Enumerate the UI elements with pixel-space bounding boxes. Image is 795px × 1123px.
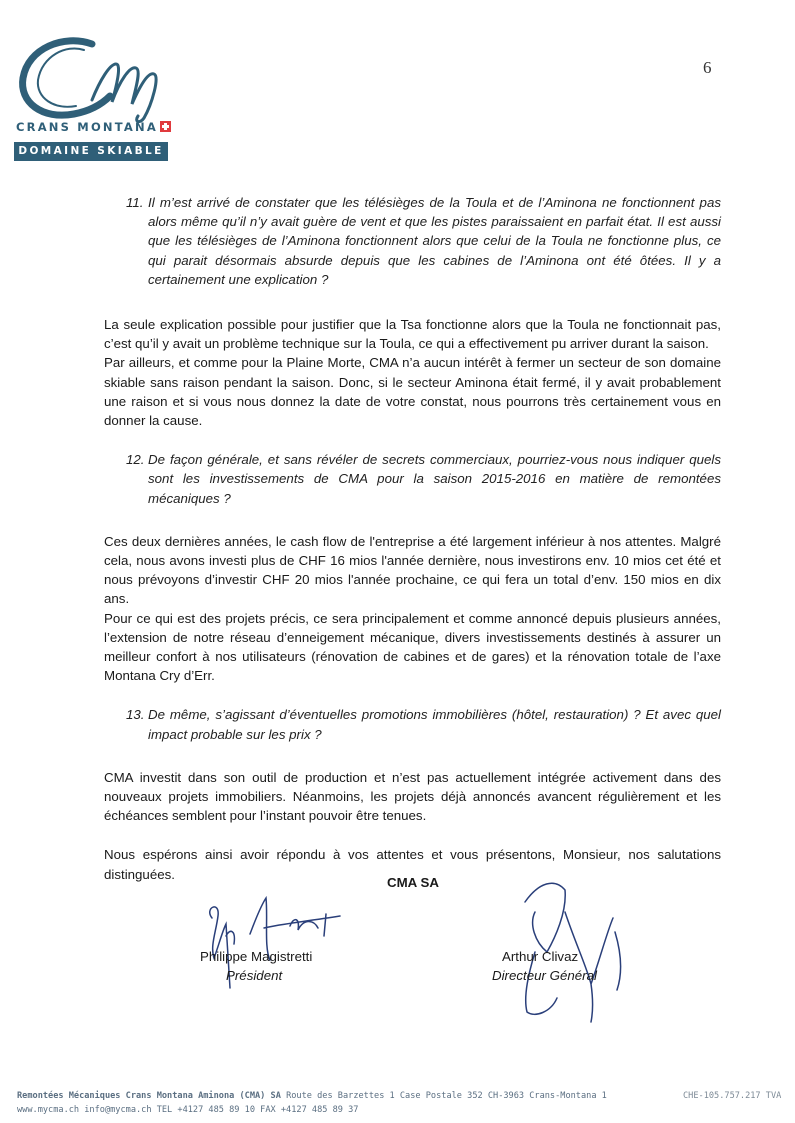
question-number: 13.	[126, 707, 145, 723]
answer-12-paragraph-2: Pour ce qui est des projets précis, ce sera principalement et comme annoncé depuis plusieurs années, l’extension de notre réseau d’enneigement mécanique, divers investissements destinés à assurer un meilleur confort à nos utilisateurs (rénovation de cabines et de gares) et la rénovation totale de l’axe Montana Cry d’Err.	[104, 610, 721, 684]
brand-name-text: CRANS MONTANA	[16, 120, 158, 134]
signatory-right-name: Arthur Clivaz	[502, 949, 579, 964]
footer-address-line	[17, 1091, 607, 1101]
signature-company: CMA SA	[387, 875, 439, 890]
question-text: De même, s’agissant d’éventuelles promotions immobilières (hôtel, restauration) ? Et avec quel impact probable sur les prix ?	[148, 707, 721, 742]
brand-name	[16, 120, 171, 134]
answer-11-paragraph-1: La seule explication possible pour justifier que la Tsa fonctionne alors que la Toula ne fonctionnait pas, c’est qu’il y avait un problème technique sur la Toula, ce qui a effectivement pu arriver durant la saison.	[104, 317, 721, 352]
closing-paragraph: Nous espérons ainsi avoir répondu à vos attentes et vous présentons, Monsieur, nos salutations distinguées.	[104, 847, 721, 882]
question-text: Il m’est arrivé de constater que les télésièges de la Toula et de l’Aminona ne fonctionnent pas alors même qu’il n’y avait guère de vent et que les pistes paraissaient en parfait état. Il est aussi que les télésièges de l’Aminona fonctionnent alors que celui de la Toula ne fonctionne plus, ce qui parait désormais absurde depuis que les cabines de l’Aminona ont été ôtées. Il y a certainement une explication ?	[148, 195, 721, 287]
page-number: 6	[703, 58, 712, 77]
footer-vat-number: CHE-105.757.217 TVA	[683, 1091, 782, 1101]
footer-address: Route des Barzettes 1 Case Postale 352 CH-3963 Crans-Montana 1	[286, 1091, 607, 1101]
answer-13: CMA investit dans son outil de production et n’est pas actuellement intégrée activement dans des nouveaux projets immobiliers. Néanmoins, les projets déjà annoncés avancent régulièrement et les échéances semblent pour l’instant pouvoir être tenues.	[104, 769, 721, 824]
answer-11-paragraph-2: Par ailleurs, et comme pour la Plaine Morte, CMA n’a aucun intérêt à fermer un secteur de son domaine skiable sans raison pendant la saison. Donc, si le secteur Aminona était fermé, il y avait probablement une raison et si vous nous donnez la date de votre constat, nous pourrons très certainement vous en donner la cause.	[104, 355, 721, 429]
signatory-left-title: Président	[226, 968, 283, 983]
question-text: De façon générale, et sans révéler de secrets commerciaux, pourriez-vous nous indiquer quels sont les investissements de CMA pour la saison 2015-2016 en matière de remontées mécaniques ?	[148, 452, 721, 506]
cm-monogram-icon	[14, 30, 174, 125]
footer-company: Remontées Mécaniques Crans Montana Aminona (CMA) SA	[17, 1091, 281, 1101]
letter-body	[104, 193, 721, 884]
footer-contact: www.mycma.ch info@mycma.ch TEL +4127 485 89 10 FAX +4127 485 89 37	[17, 1105, 359, 1115]
question-12	[104, 450, 721, 508]
signatory-left-name: Philippe Magistretti	[200, 949, 313, 964]
answer-12-paragraph-1: Ces deux dernières années, le cash flow de l'entreprise a été largement inférieur à nos attentes. Malgré cela, nous avons investi plus de CHF 16 mios l'année dernière, nous investirons env. 10 mios cet été et nous prévoyons d’investir CHF 20 mios l'année prochaine, ce qui fera un total d’env. 150 mios en dix ans.	[104, 533, 721, 607]
brand-bar: DOMAINE SKIABLE	[14, 142, 168, 161]
question-number: 11.	[126, 195, 144, 210]
signatory-right-title: Directeur Général	[492, 968, 597, 983]
question-11	[104, 193, 721, 289]
swiss-cross-icon	[160, 121, 171, 132]
question-number: 12.	[126, 452, 145, 468]
question-13	[104, 705, 721, 743]
